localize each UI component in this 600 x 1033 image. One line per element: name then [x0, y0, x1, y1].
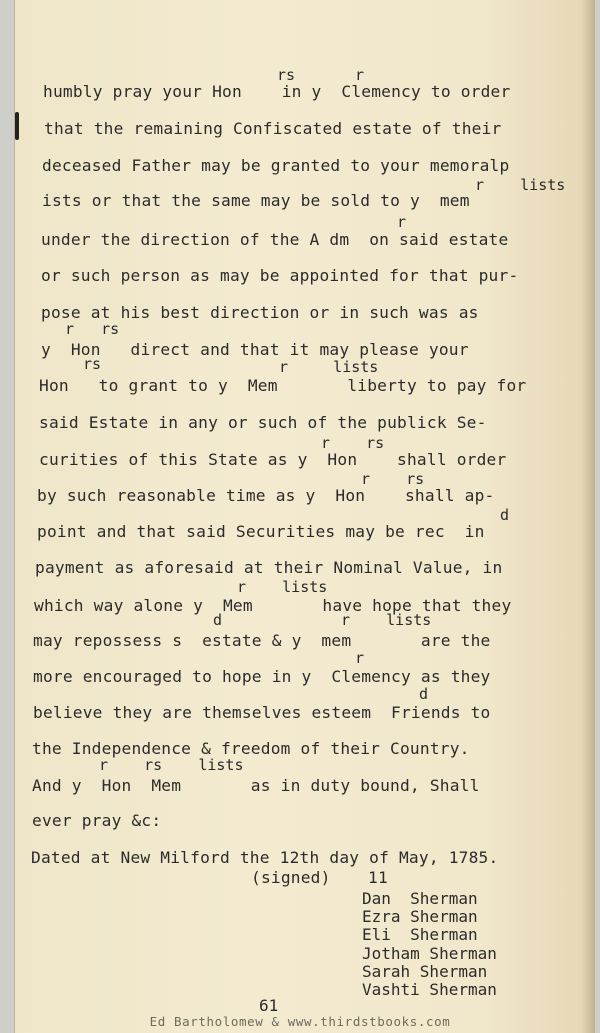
- document-line: believe they are themselves esteem Friends to: [33, 703, 491, 722]
- superscript: r: [397, 213, 407, 231]
- document-line: And y Hon Mem as in duty bound, Shall: [32, 776, 480, 795]
- document-line: or such person as may be appointed for that pur-: [41, 266, 519, 285]
- document-line: y Hon direct and that it may please your: [41, 340, 469, 359]
- document-line: by such reasonable time as y Hon shall ap-: [37, 486, 495, 505]
- signed-label: (signed): [251, 868, 331, 887]
- document-line: curities of this State as y Hon shall order: [39, 450, 507, 469]
- document-line: deceased Father may be granted to your memoralp: [42, 156, 510, 175]
- superscript: r lists: [475, 176, 566, 194]
- superscript: r lists: [237, 578, 328, 596]
- document-line: the Independence & freedom of their Country.: [32, 739, 470, 758]
- document-line: pose at his best direction or in such was as: [41, 303, 479, 322]
- document-line: under the direction of the A dm on said estate: [41, 230, 509, 249]
- superscript: r rs: [361, 470, 425, 488]
- document-line: humbly pray your Hon in y Clemency to order: [43, 82, 511, 101]
- date-line: Dated at New Milford the 12th day of May, 1785.: [31, 848, 499, 867]
- watermark-footer: Ed Bartholomew & www.thirdstbooks.com: [149, 1014, 451, 1029]
- signature-name: Eli Sherman: [362, 925, 478, 944]
- document-page: [14, 0, 595, 1033]
- document-line: more encouraged to hope in y Clemency as they: [33, 667, 491, 686]
- document-line: said Estate in any or such of the publick Se-: [39, 413, 487, 432]
- document-line: that the remaining Confiscated estate of their: [44, 119, 502, 138]
- document-line: point and that said Securities may be rec in: [37, 522, 485, 541]
- superscript: r: [355, 66, 365, 84]
- superscript: r: [355, 649, 365, 667]
- binding-mark: [15, 112, 19, 140]
- document-line: may repossess s estate & y mem are the: [33, 631, 491, 650]
- signature-name: Ezra Sherman: [362, 907, 478, 926]
- document-line: payment as aforesaid at their Nominal Value, in: [35, 558, 503, 577]
- superscript: r rs: [65, 320, 120, 338]
- superscript: r rs lists: [99, 756, 244, 774]
- signature-name: Vashti Sherman: [362, 980, 497, 999]
- superscript: d: [419, 685, 429, 703]
- signature-name: Dan Sherman: [362, 889, 478, 908]
- superscript: r rs: [321, 434, 385, 452]
- document-line: ever pray &c:: [32, 811, 162, 830]
- document-line: which way alone y Mem have hope that they: [34, 596, 512, 615]
- signature-name: Jotham Sherman: [362, 944, 497, 963]
- document-line: ists or that the same may be sold to y mem: [42, 191, 470, 210]
- superscript: rs: [83, 355, 102, 373]
- signed-marker: 11: [368, 868, 388, 887]
- superscript: r lists: [279, 358, 379, 376]
- superscript: rs: [277, 66, 296, 84]
- page-number: 61: [259, 996, 279, 1015]
- superscript: r lists: [341, 611, 432, 629]
- signature-name: Sarah Sherman: [362, 962, 488, 981]
- superscript: d: [213, 611, 223, 629]
- superscript: d: [500, 506, 510, 524]
- document-line: Hon to grant to y Mem liberty to pay for: [39, 376, 527, 395]
